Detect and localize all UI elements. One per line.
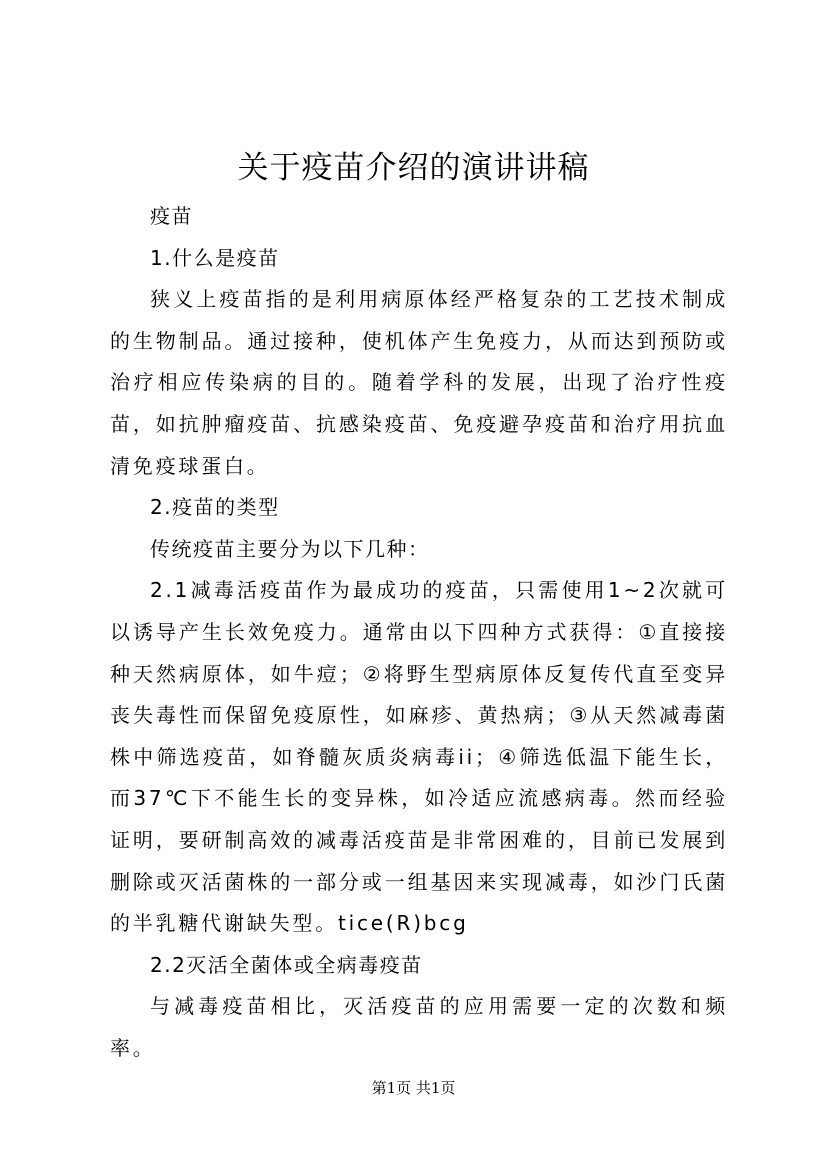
document-title: 关于疫苗介绍的演讲讲稿	[237, 150, 590, 186]
paragraph-heading-vaccine: 疫苗	[150, 204, 193, 228]
paragraph-live-attenuated: 2.1减毒活疫苗作为最成功的疫苗，只需使用1~2次就可以诱导产生长效免疫力。通常由以下四种方式获得：①直接接种天然病原体，如牛痘；②将野生型病原体反复传代直至变异丧失毒性而保留免疫原性，如麻疹、黄热病；③从天然减毒菌株中筛选疫苗，如脊髓灰质炎病毒ii；④筛选低温下能生长，而37℃下不能生长的变异株，如冷适应流感病毒。然而经验证明，要研制高效的减毒活疫苗是非常困难的，目前已发展到删除或灭活菌株的一部分或一组基因来实现减毒，如沙门氏菌的半乳糖代谢缺失型。tice(R)bcg	[110, 578, 728, 936]
paragraph-heading-vaccine-types: 2.疫苗的类型	[150, 495, 280, 520]
paragraph-inactivated-comparison: 与减毒疫苗相比，灭活疫苗的应用需要一定的次数和频率。	[110, 994, 728, 1060]
paragraph-heading-what-is-vaccine: 1.什么是疫苗	[150, 245, 280, 270]
document-body	[110, 196, 728, 1069]
paragraph-heading-inactivated: 2.2灭活全菌体或全病毒疫苗	[150, 952, 423, 977]
paragraph-traditional-intro: 传统疫苗主要分为以下几种：	[150, 536, 430, 561]
page-footer: 第1页 共1页	[371, 1079, 456, 1097]
paragraph-definition: 狭义上疫苗指的是利用病原体经严格复杂的工艺技术制成的生物制品。通过接种，使机体产生免疫力，从而达到预防或治疗相应传染病的目的。随着学科的发展，出现了治疗性疫苗，如抗肿瘤疫苗、抗感染疫苗、免疫避孕疫苗和治疗用抗血清免疫球蛋白。	[110, 287, 728, 478]
